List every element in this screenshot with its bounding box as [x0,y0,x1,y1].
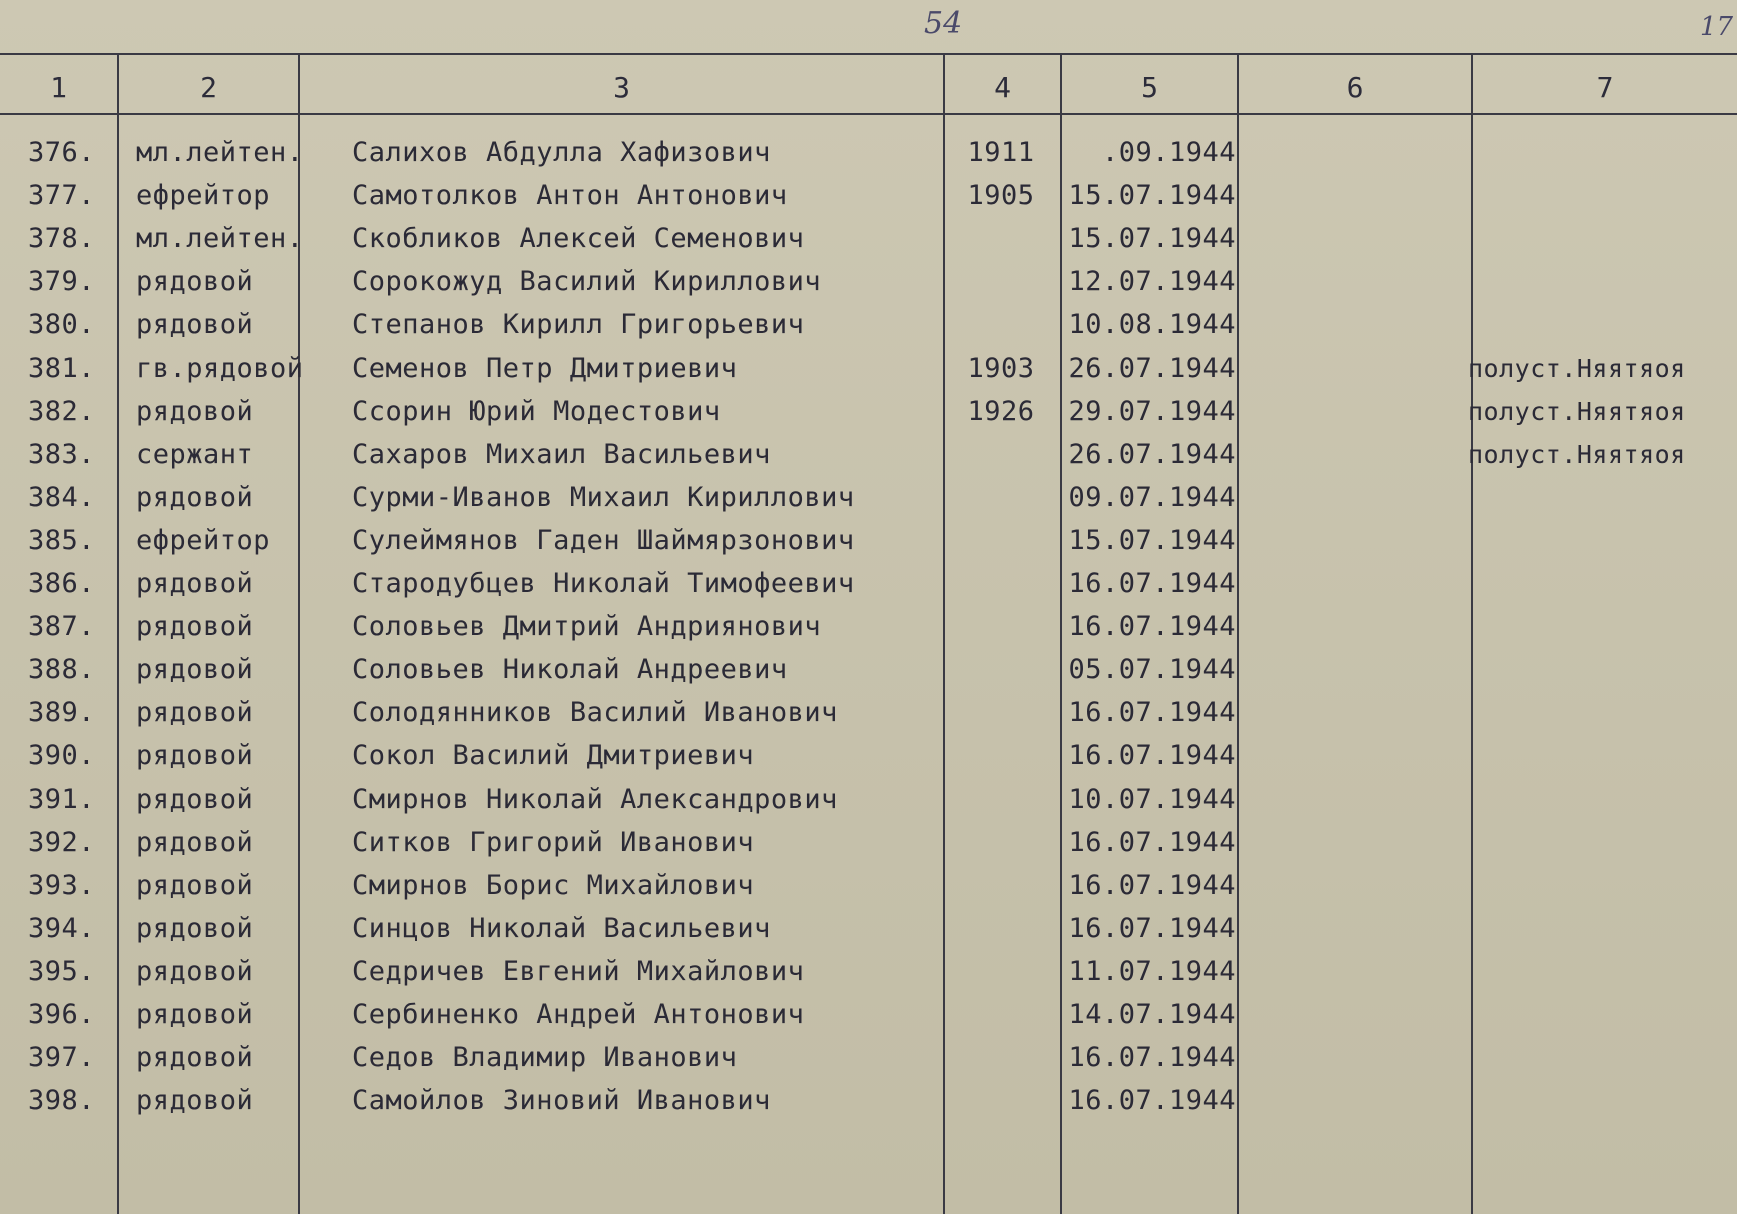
row-number: 382. [28,395,96,427]
date-cell: 26.07.1944 [1068,352,1236,384]
row-number: 376. [28,137,96,168]
rank-cell: рядовой [136,395,254,427]
rank-cell: рядовой [136,826,254,858]
row-number: 381. [28,352,96,384]
rank-cell: мл.лейтен. [136,223,304,255]
name-cell: Синцов Николай Васильевич [352,912,771,944]
table-row [0,605,1737,648]
note-cell: полуст.Няятяоя [1468,439,1686,469]
date-cell: 14.07.1944 [1068,999,1236,1030]
rank-cell: рядовой [136,999,254,1030]
rank-cell: рядовой [136,783,254,815]
row-number: 380. [28,309,96,341]
table-row [0,950,1737,993]
note-cell: полуст.Няятяоя [1468,396,1686,426]
rank-cell: рядовой [136,912,254,944]
row-number: 397. [28,1042,96,1074]
name-cell: Скобликов Алексей Семенович [352,223,805,255]
name-cell: Седов Владимир Иванович [352,1042,738,1074]
table-row [0,174,1737,217]
rank-cell: рядовой [136,1085,254,1117]
date-cell: 16.07.1944 [1068,869,1236,901]
column-header: 4 [994,71,1011,104]
column-header: 7 [1596,71,1614,104]
table-row [0,821,1737,864]
column-header: 2 [200,71,217,104]
row-number: 393. [28,869,96,901]
name-cell: Соловьев Николай Андреевич [352,654,788,686]
name-cell: Степанов Кирилл Григорьевич [352,309,805,341]
table-top-rule [0,53,1737,55]
rank-cell: рядовой [136,1042,254,1074]
table-row [0,347,1737,390]
date-cell: 16.07.1944 [1068,697,1236,729]
rank-cell: рядовой [136,955,254,987]
rank-cell: ефрейтор [136,180,271,212]
rank-cell: ефрейтор [136,524,271,556]
table-row [0,691,1737,734]
date-cell: 16.07.1944 [1068,1042,1236,1074]
rank-cell: рядовой [136,869,254,901]
row-number: 384. [28,481,96,513]
name-cell: Сахаров Михаил Васильевич [352,438,771,470]
note-cell: полуст.Няятяоя [1468,353,1686,383]
row-number: 379. [28,266,96,298]
column-header: 3 [613,71,630,104]
date-cell: 16.07.1944 [1068,826,1236,858]
row-number: 389. [28,697,96,729]
table-row [0,433,1737,476]
table-row [0,131,1737,174]
row-number: 395. [28,955,96,987]
row-number: 388. [28,654,96,686]
row-number: 377. [28,180,96,212]
rank-cell: рядовой [136,266,254,298]
rank-cell: рядовой [136,568,254,599]
name-cell: Смирнов Борис Михайлович [352,869,755,901]
date-cell: 29.07.1944 [1068,395,1236,427]
name-cell: Салихов Абдулла Хафизович [352,137,771,168]
date-cell: 16.07.1944 [1068,1085,1236,1117]
row-number: 390. [28,740,96,772]
date-cell: 05.07.1944 [1068,654,1236,686]
birth-year-cell: 1926 [967,395,1035,427]
table-row [0,648,1737,691]
birth-year-cell: 1903 [967,352,1035,384]
date-cell: 15.07.1944 [1068,180,1236,212]
table-row [0,734,1737,777]
table-row [0,1079,1737,1122]
name-cell: Седричев Евгений Михайлович [352,955,805,987]
row-number: 392. [28,826,96,858]
date-cell: 15.07.1944 [1068,223,1236,255]
table-row [0,864,1737,907]
name-cell: Ситков Григорий Иванович [352,826,755,858]
name-cell: Сулеймянов Гаден Шаймярзонович [352,524,855,556]
name-cell: Смирнов Николай Александрович [352,783,838,815]
row-number: 385. [28,524,96,556]
date-cell: 16.07.1944 [1068,611,1236,643]
table-row [0,907,1737,950]
name-cell: Сурми-Иванов Михаил Кириллович [352,481,855,513]
row-number: 391. [28,783,96,815]
rank-cell: рядовой [136,611,254,643]
name-cell: Самотолков Антон Антонович [352,180,788,212]
page-number-handwritten: 54 [924,6,963,41]
date-cell: 11.07.1944 [1068,955,1236,987]
table-row [0,260,1737,303]
date-cell: 26.07.1944 [1068,438,1236,470]
date-cell: 16.07.1944 [1068,740,1236,772]
date-cell: 16.07.1944 [1068,912,1236,944]
table-row [0,1036,1737,1079]
table-row [0,390,1737,433]
name-cell: Стародубцев Николай Тимофеевич [352,568,855,599]
date-cell: 09.07.1944 [1068,481,1236,513]
name-cell: Сорокожуд Василий Кириллович [352,266,822,298]
name-cell: Самойлов Зиновий Иванович [352,1085,771,1117]
table-row [0,303,1737,346]
name-cell: Сокол Василий Дмитриевич [352,740,755,772]
row-number: 396. [28,999,96,1030]
date-cell: 16.07.1944 [1068,568,1236,599]
column-header: 5 [1141,71,1158,104]
rank-cell: сержант [136,438,254,470]
date-cell: 10.07.1944 [1068,783,1236,815]
name-cell: Сербиненко Андрей Антонович [352,999,805,1030]
rank-cell: рядовой [136,697,254,729]
name-cell: Солодянников Василий Иванович [352,697,838,729]
table-row [0,778,1737,821]
rank-cell: рядовой [136,309,254,341]
row-number: 398. [28,1085,96,1117]
table-row [0,217,1737,260]
table-row [0,562,1737,605]
name-cell: Соловьев Дмитрий Андриянович [352,611,822,643]
row-number: 386. [28,568,96,599]
name-cell: Семенов Петр Дмитриевич [352,352,738,384]
row-number: 383. [28,438,96,470]
rank-cell: мл.лейтен. [136,137,304,168]
rank-cell: рядовой [136,740,254,772]
date-cell: 15.07.1944 [1068,524,1236,556]
row-number: 387. [28,611,96,643]
rank-cell: рядовой [136,654,254,686]
date-cell: 10.08.1944 [1068,309,1236,341]
column-header: 1 [50,71,67,104]
birth-year-cell: 1905 [967,180,1035,212]
rank-cell: рядовой [136,481,254,513]
table-row [0,519,1737,562]
date-cell: .09.1944 [1101,137,1236,168]
row-number: 378. [28,223,96,255]
name-cell: Ссорин Юрий Модестович [352,395,721,427]
table-row [0,993,1737,1036]
row-number: 394. [28,912,96,944]
birth-year-cell: 1911 [967,137,1035,168]
rank-cell: гв.рядовой [136,352,304,384]
column-header: 6 [1346,71,1364,104]
table-row [0,476,1737,519]
date-cell: 12.07.1944 [1068,266,1236,298]
corner-number-handwritten: 17 [1700,12,1734,42]
